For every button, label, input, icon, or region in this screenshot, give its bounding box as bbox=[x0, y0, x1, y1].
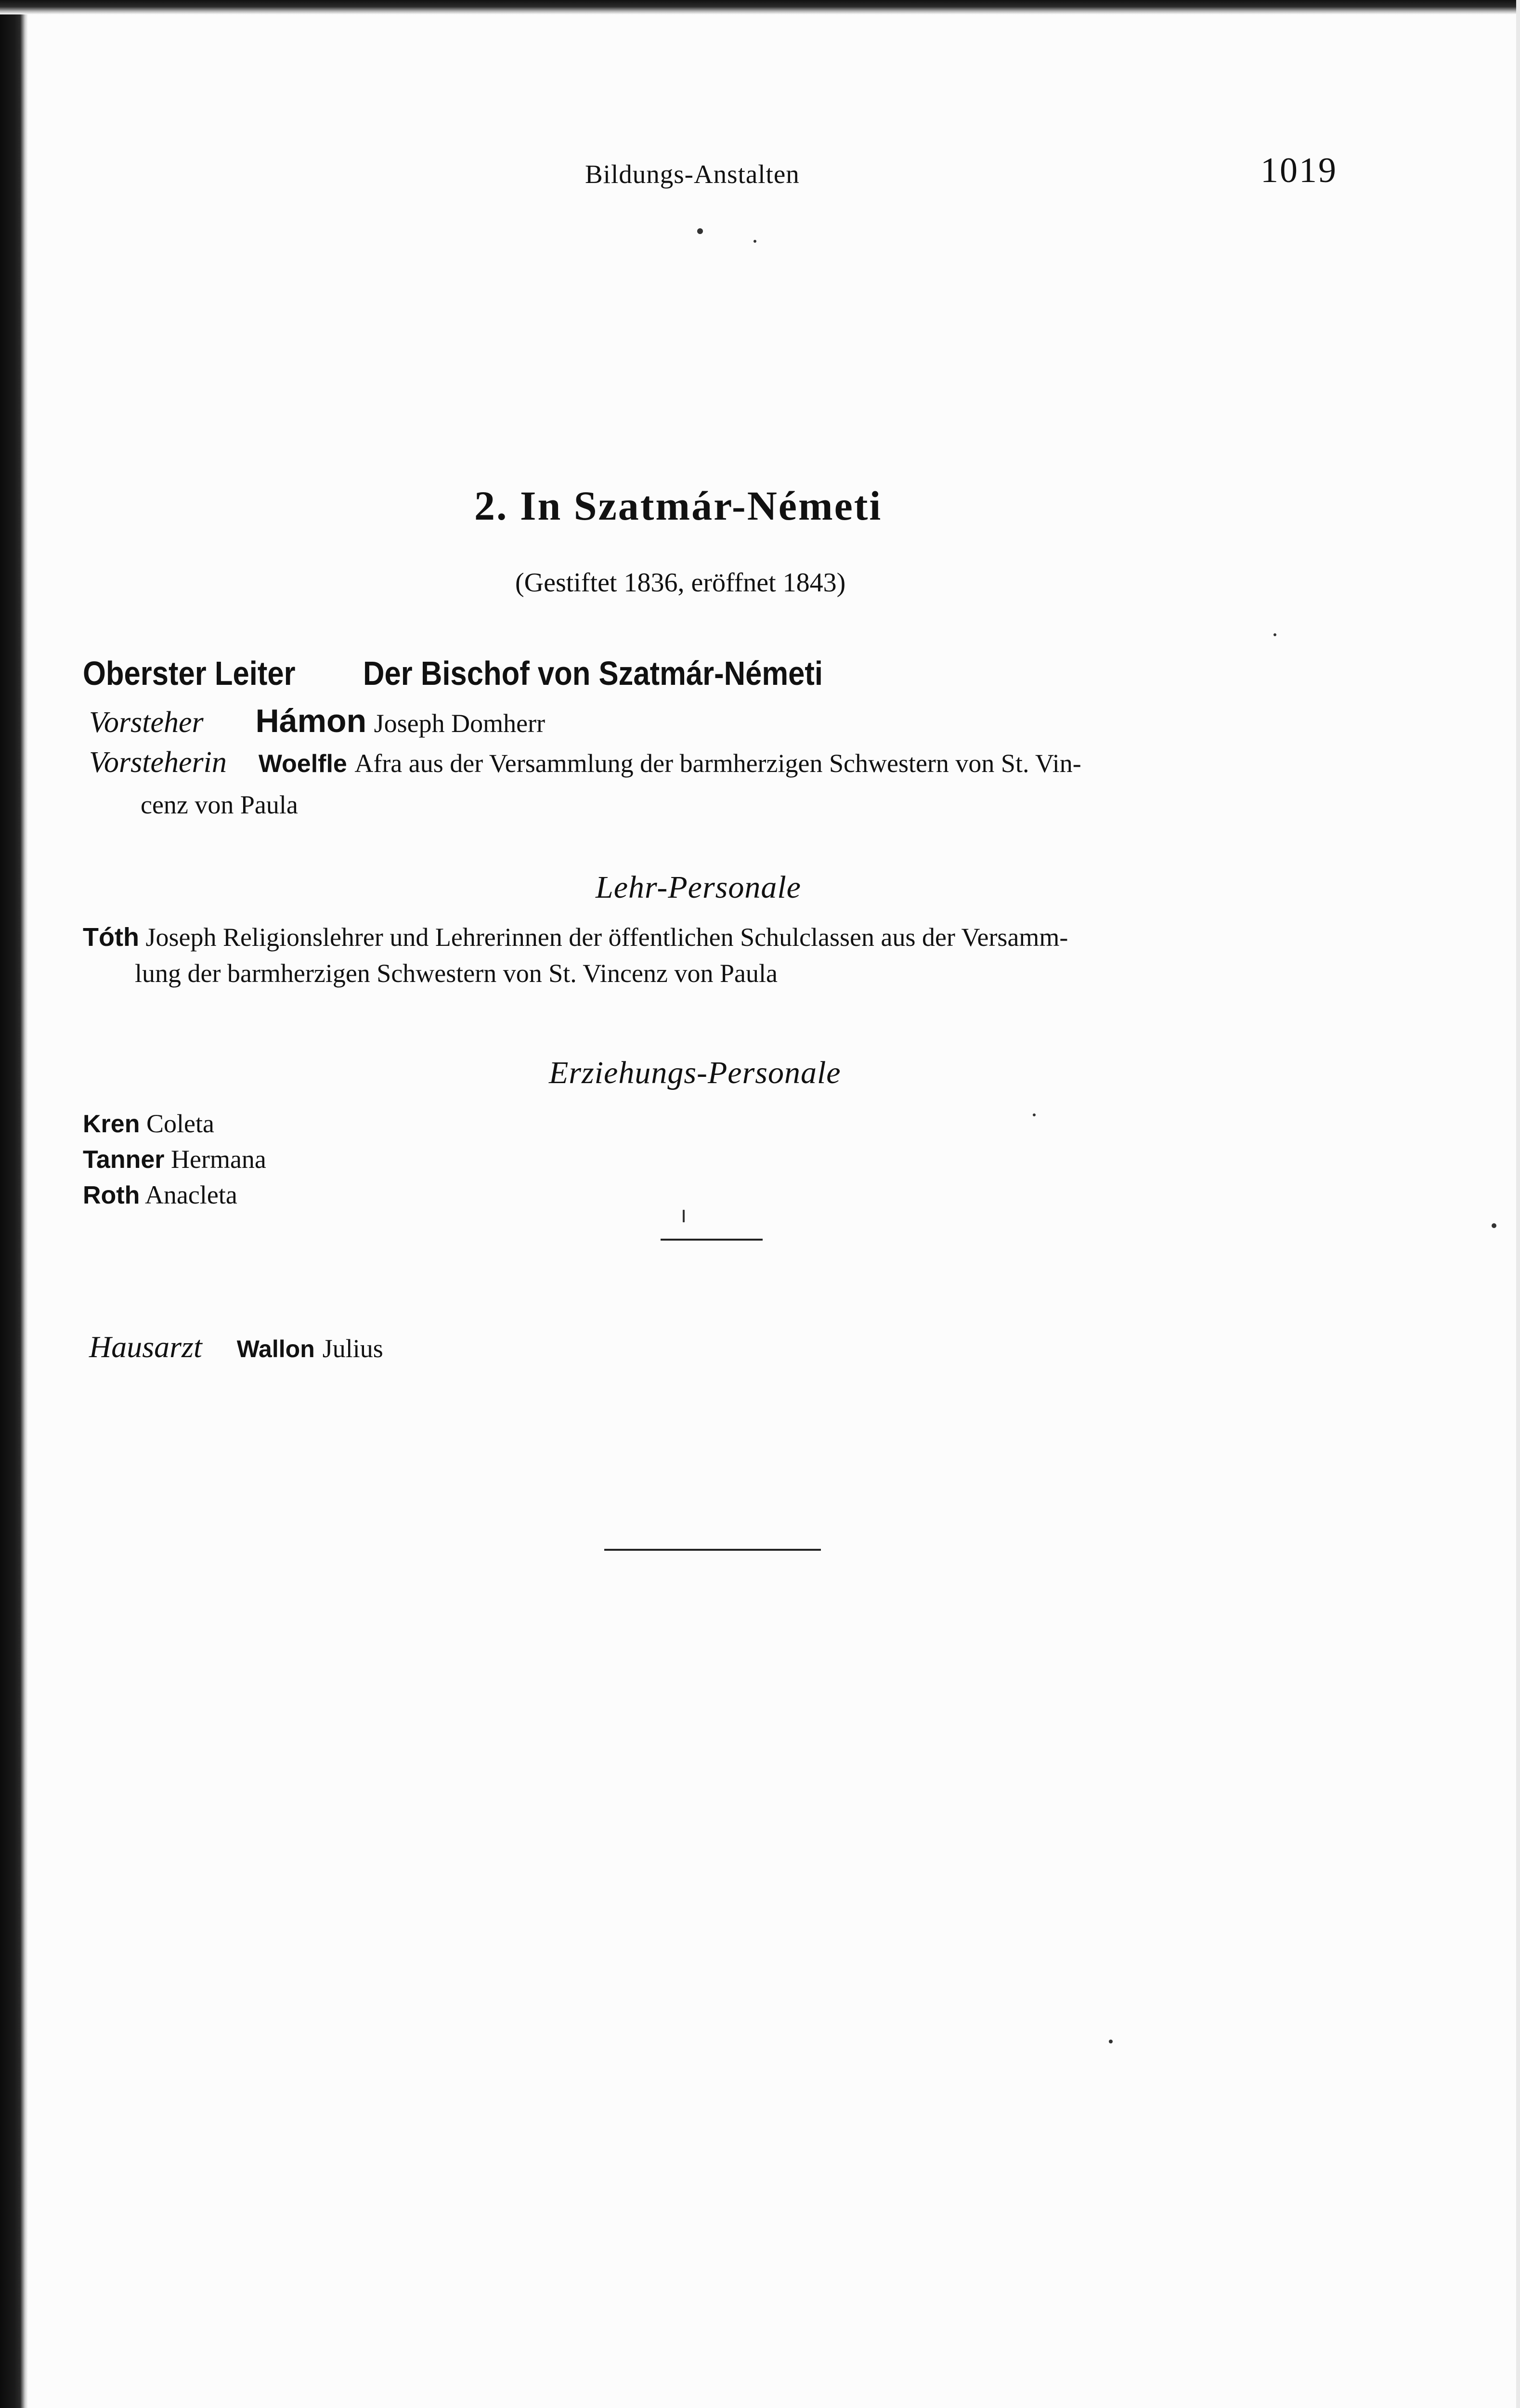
erziehung-surname: Kren bbox=[83, 1110, 140, 1138]
hausarzt-surname: Wallon bbox=[236, 1335, 315, 1362]
scan-speck bbox=[683, 1210, 685, 1222]
end-divider bbox=[604, 1549, 821, 1551]
scan-speck bbox=[697, 228, 703, 234]
section-subtitle: (Gestiftet 1836, eröffnet 1843) bbox=[515, 568, 846, 598]
running-head: Bildungs-Anstalten bbox=[585, 159, 800, 189]
hausarzt-label: Hausarzt bbox=[89, 1330, 202, 1364]
list-item bbox=[83, 1180, 237, 1210]
hausarzt-row bbox=[89, 1329, 383, 1365]
oberster-leiter-value: Der Bischof von Szatmár-Németi bbox=[363, 654, 823, 692]
lehr-line-1-rest: Joseph Religionslehrer und Lehrerinnen der öffentlichen Schulclassen aus der Versamm- bbox=[145, 923, 1068, 952]
erziehung-given: Anacleta bbox=[144, 1180, 237, 1209]
section-title: 2. In Szatmár-Németi bbox=[474, 483, 883, 529]
vorsteher-name: Hámon bbox=[255, 703, 367, 739]
lehr-line-2: lung der barmherzigen Schwestern von St. Vincenz von Paula bbox=[135, 959, 778, 988]
oberster-leiter-label: Oberster Leiter bbox=[83, 654, 296, 692]
vorsteherin-label: Vorsteherin bbox=[89, 746, 227, 779]
erziehungs-personale-heading: Erziehungs-Personale bbox=[549, 1055, 841, 1090]
lehr-personale-heading: Lehr-Personale bbox=[596, 870, 801, 905]
scan-border-left bbox=[0, 0, 28, 2408]
page-number: 1019 bbox=[1260, 151, 1338, 190]
erziehung-given: Coleta bbox=[146, 1109, 214, 1138]
hausarzt-given: Julius bbox=[322, 1334, 383, 1363]
scan-speck bbox=[1273, 633, 1276, 636]
scan-speck bbox=[1109, 2040, 1113, 2043]
vorsteherin-continuation: cenz von Paula bbox=[141, 790, 298, 819]
list-item bbox=[83, 1144, 266, 1174]
vorsteher-row bbox=[89, 702, 545, 740]
scan-speck bbox=[1033, 1113, 1036, 1116]
erziehung-surname: Tanner bbox=[83, 1146, 165, 1174]
lehr-line-1 bbox=[83, 922, 1068, 952]
lehr-name: Tóth bbox=[83, 923, 139, 952]
scan-speck bbox=[1492, 1223, 1496, 1228]
vorsteher-label: Vorsteher bbox=[89, 706, 204, 739]
scan-border-top bbox=[0, 0, 1520, 14]
vorsteher-rest: Joseph Domherr bbox=[374, 709, 546, 738]
vorsteherin-name: Woelfle bbox=[258, 750, 347, 778]
oberster-leiter-row bbox=[83, 654, 885, 694]
section-divider-short bbox=[661, 1239, 763, 1241]
list-item bbox=[83, 1109, 214, 1139]
scan-speck bbox=[754, 240, 756, 243]
vorsteherin-row bbox=[89, 746, 1081, 780]
vorsteherin-rest: Afra aus der Versammlung der barmherzigen Schwestern von St. Vin- bbox=[354, 749, 1081, 778]
erziehung-given: Hermana bbox=[171, 1145, 266, 1174]
scan-border-right bbox=[1516, 0, 1520, 2408]
erziehung-surname: Roth bbox=[83, 1181, 140, 1209]
